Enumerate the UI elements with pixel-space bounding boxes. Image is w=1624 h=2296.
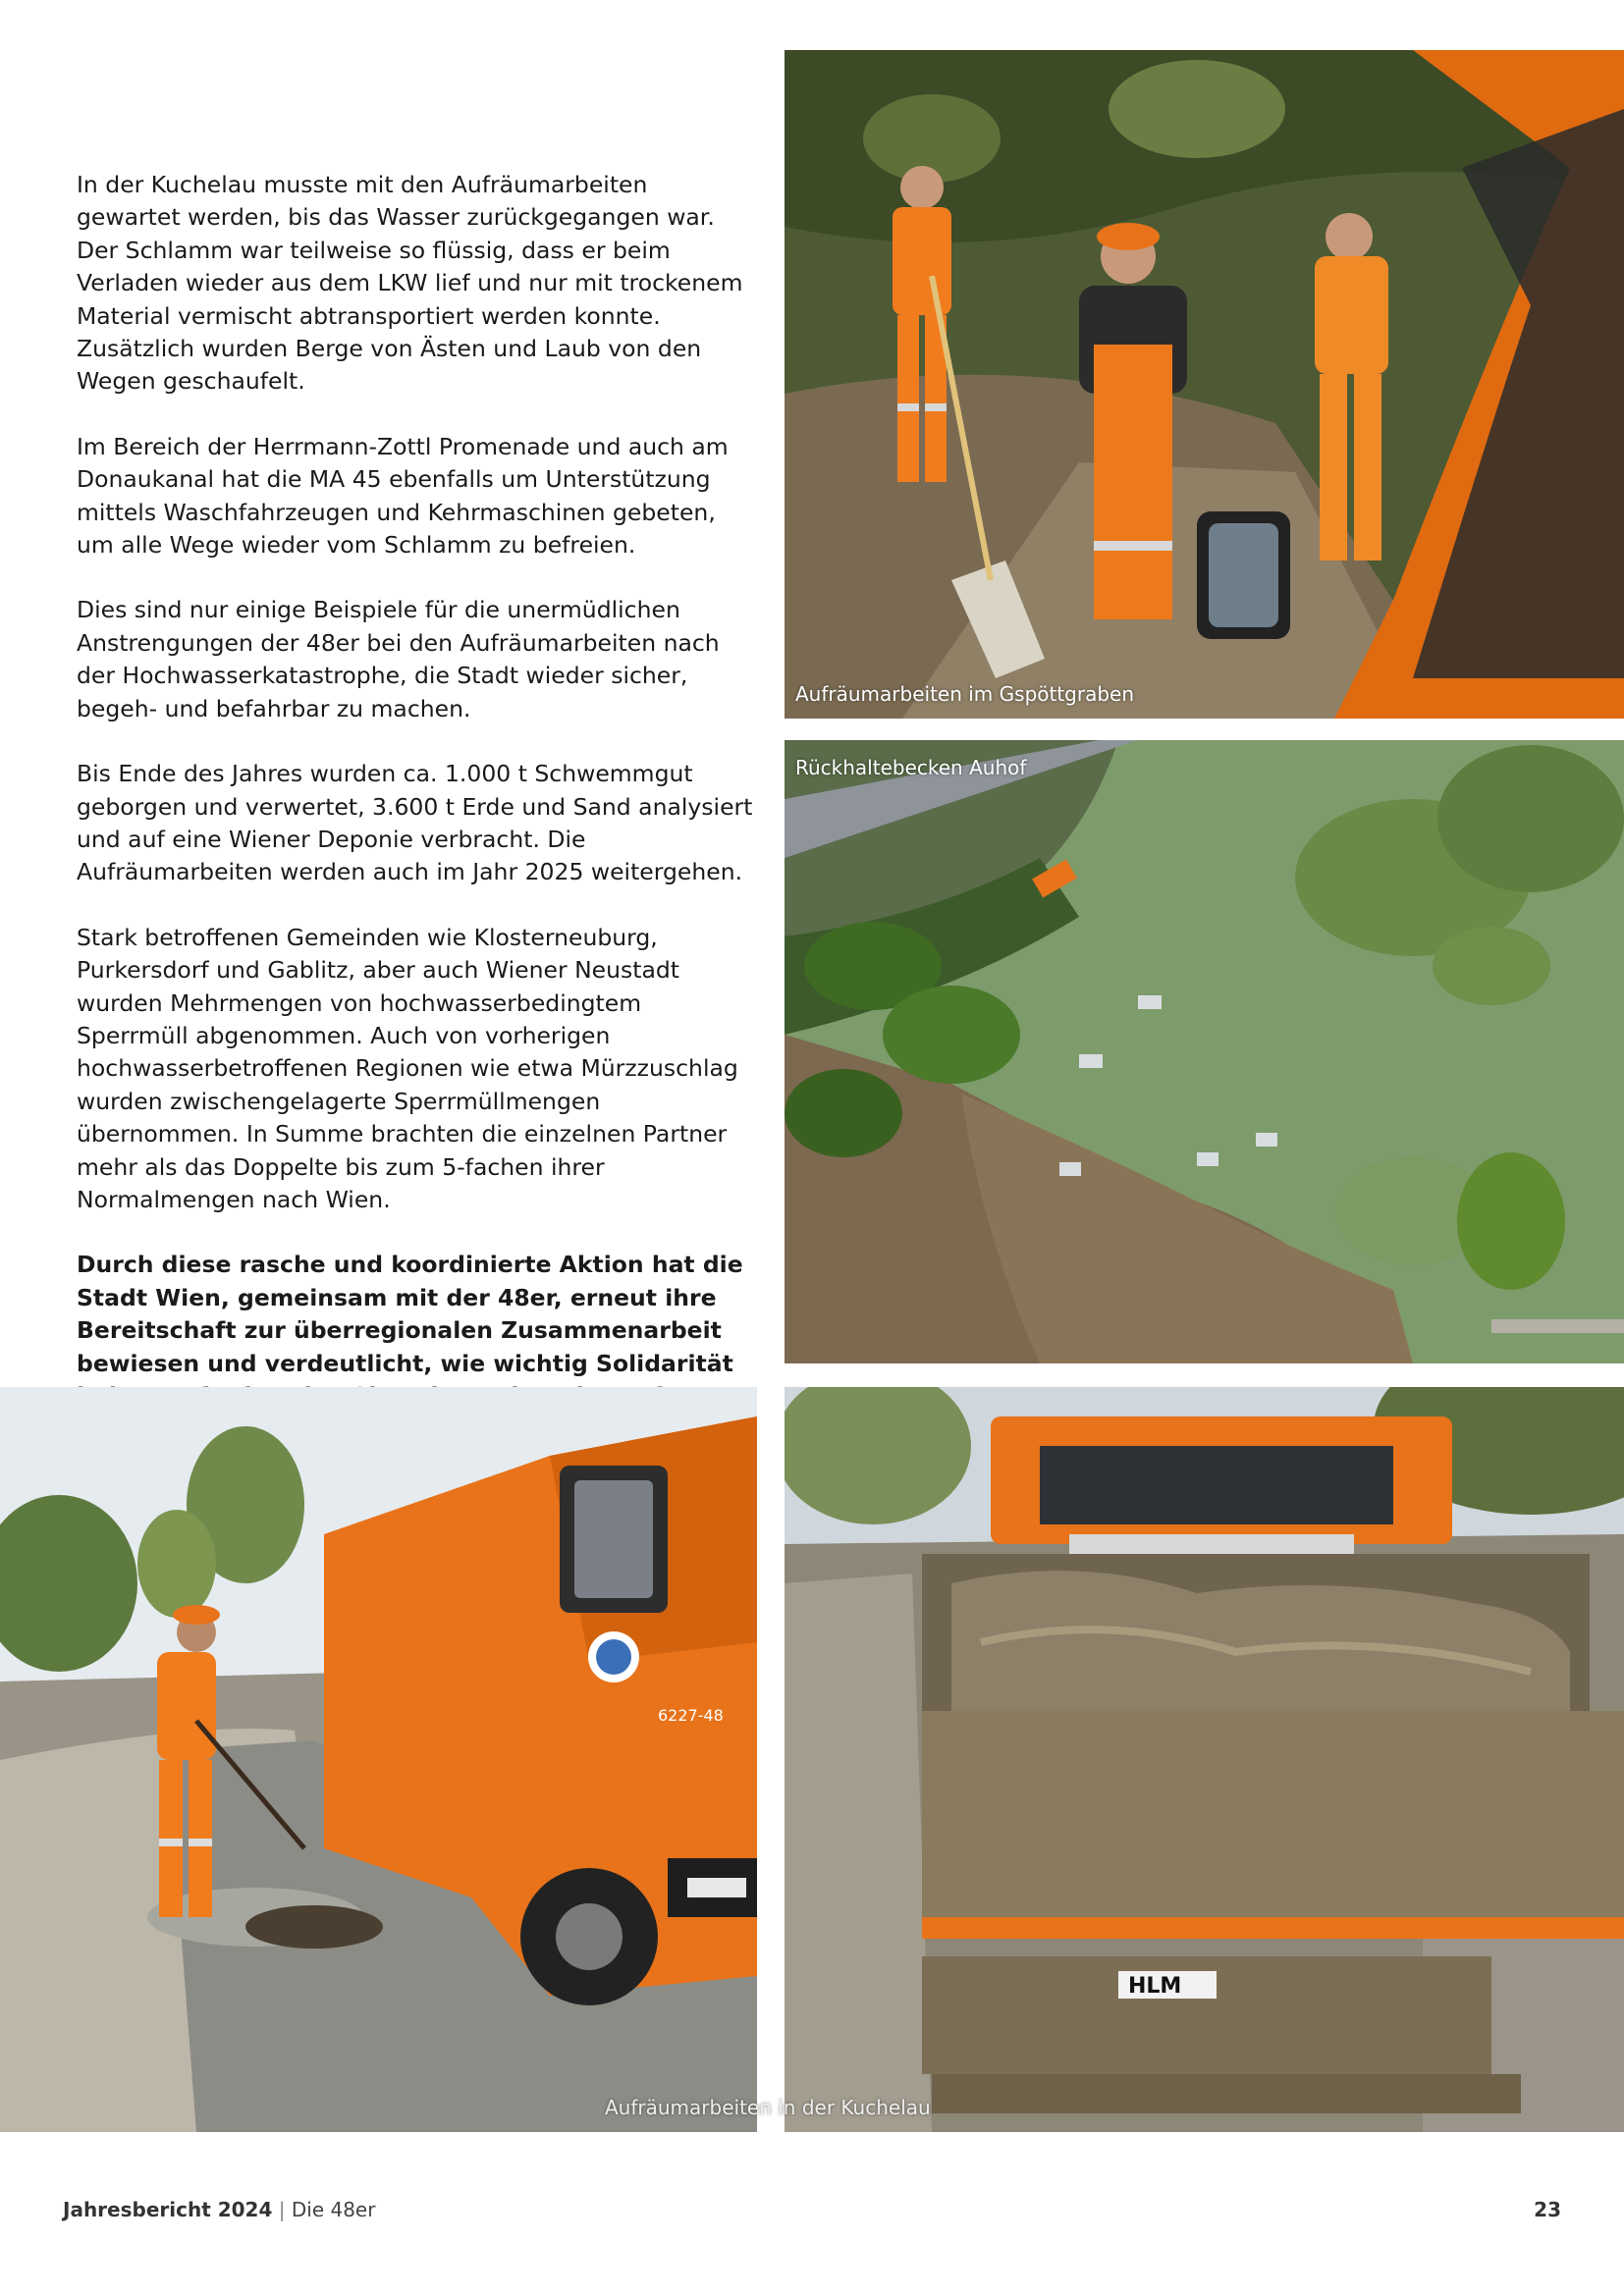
photo-workers-gspoettgraben	[785, 50, 1624, 719]
sweeper-number: 6227-48	[658, 1706, 724, 1725]
photo-street-sweeper	[0, 1387, 757, 2132]
paragraph-efforts: Dies sind nur einige Beispiele für die unermüdlichen Anstrengungen der 48er bei den Aufräumarbeiten nach der Hochwasserkatastrophe, die Stadt wieder sicher, begeh- und befahrbar zu machen.	[77, 596, 720, 722]
page-number: 23	[1534, 2198, 1561, 2221]
caption-gspoettgraben: Aufräumarbeiten im Gspöttgraben	[795, 682, 1135, 706]
closing-statement: Durch diese rasche und koordinierte Aktion hat die Stadt Wien, gemeinsam mit der 48er, erneut ihre Bereitschaft zur überregionalen Zusammenarbeit bewiesen und verdeutlicht, wie wichtig Solidarität	[77, 1251, 743, 1377]
photo-mud-truck	[785, 1387, 1624, 2132]
footer-separator: |	[278, 2198, 286, 2221]
paragraph-municipalities: Stark betroffenen Gemeinden wie Klosterneuburg, Purkersdorf und Gablitz, aber auch Wiener Neustadt wurden Mehrmengen von hochwasserbedingtem Sperrmüll abgenommen. Auch von vorherigen hochwasserbetroffenen Regionen wie etwa Mürzzuschlag wurden zwischengelagerte Sperrmüllmengen übernommen. In Summe brachten die einzelnen Partner mehr als das Doppelte bis zum 5-fachen ihrer Normalmengen nach Wien.	[77, 923, 738, 1213]
article-body	[77, 169, 754, 1478]
footer-publisher: Die 48er	[291, 2198, 376, 2221]
truck-plate: HLM	[1128, 1974, 1182, 1999]
paragraph-statistics: Bis Ende des Jahres wurden ca. 1.000 t Schwemmgut geborgen und verwertet, 3.600 t Erde und Sand analysiert und auf eine Wiener Deponie verbracht. Die Aufräumarbeiten werden auch im Jahr 2025 weitergehen.	[77, 760, 753, 886]
caption-auhof: Rückhaltebecken Auhof	[795, 756, 1027, 779]
paragraph-kuchelau: In der Kuchelau musste mit den Aufräumarbeiten gewartet werden, bis das Wasser zurückgegangen war. Der Schlamm war teilweise so flüssig, dass er beim Verladen wieder aus dem LKW lief und nur mit trockenem Material vermischt abtransportiert werden konnte. Zusätzlich wurden Berge von Ästen und Laub von den Wegen geschaufelt.	[77, 171, 743, 396]
paragraph-promenade: Im Bereich der Herrmann-Zottl Promenade und auch am Donaukanal hat die MA 45 ebenfalls um Unterstützung mittels Waschfahrzeugen und Kehrmaschinen gebeten, um alle Wege wieder vom Schlamm zu befreien.	[77, 432, 729, 560]
caption-kuchelau: Aufräumarbeiten in der Kuchelau	[605, 2096, 931, 2119]
photo-aerial-auhof	[785, 740, 1624, 1363]
footer	[63, 2198, 375, 2221]
footer-report-title: Jahresbericht 2024	[63, 2198, 273, 2221]
